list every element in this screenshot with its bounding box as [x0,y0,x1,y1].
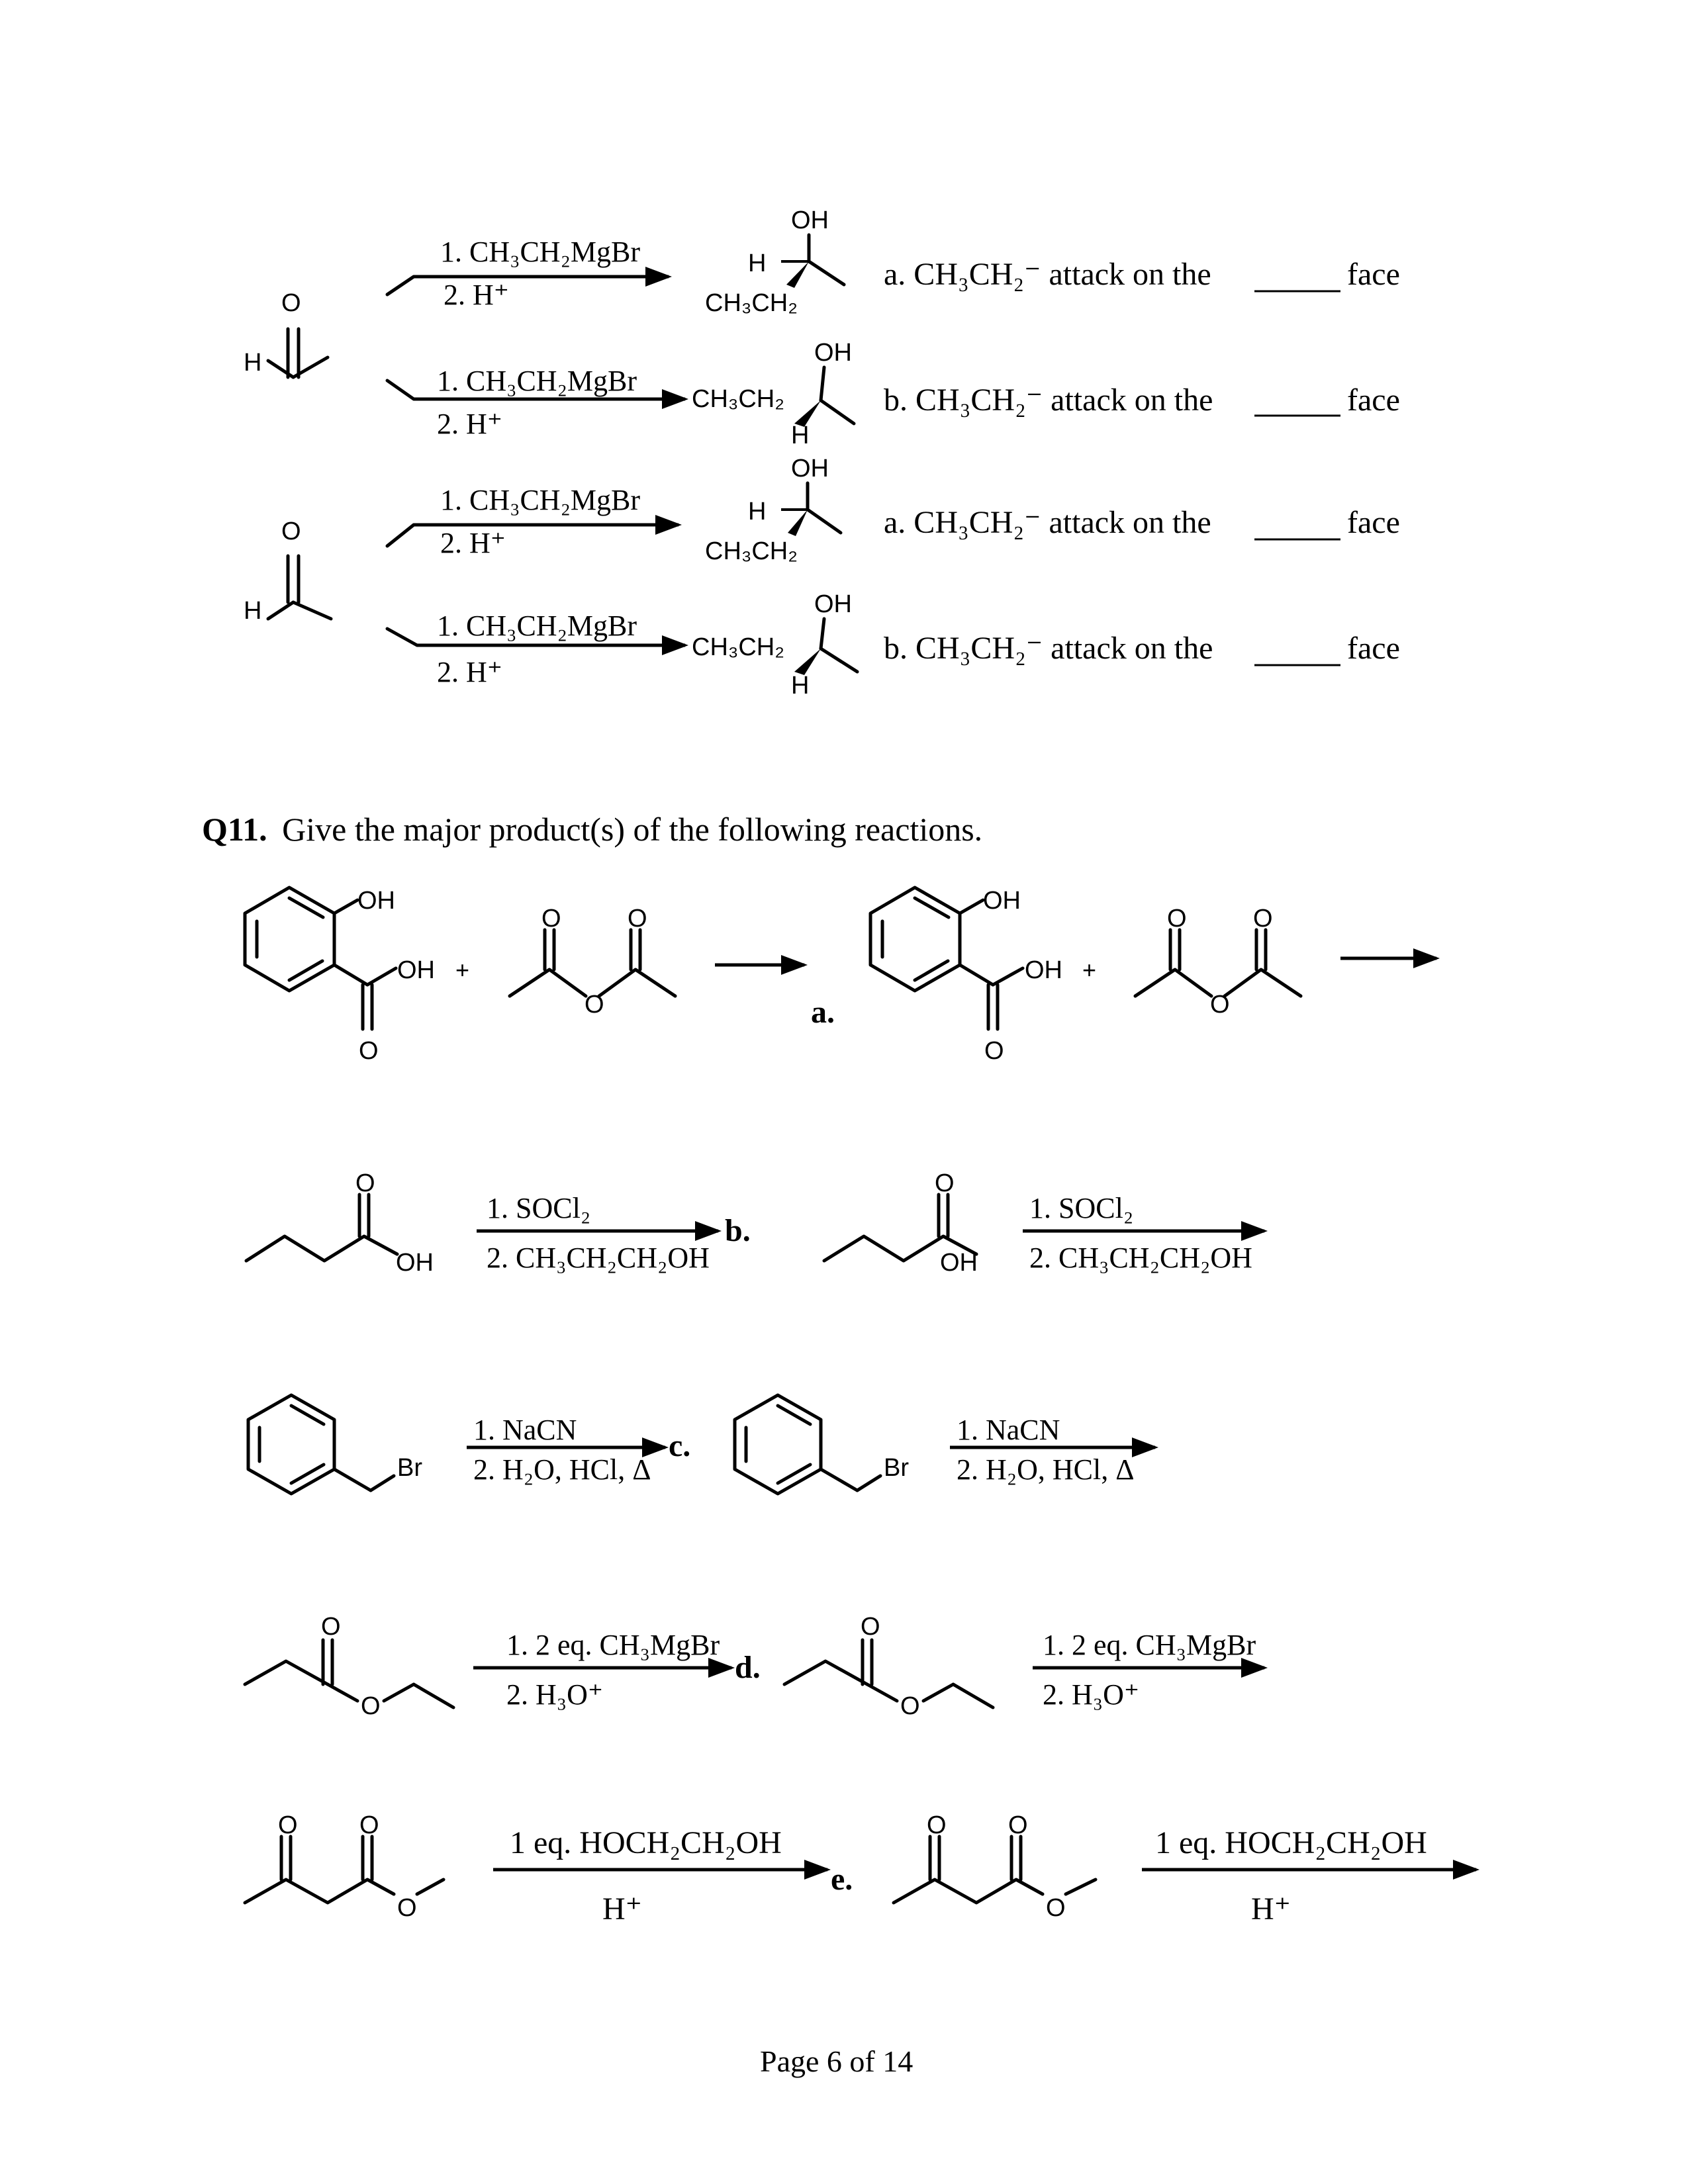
svg-text:CH₃CH₂: CH₃CH₂ [705,537,798,565]
row4-reagent1: 1. CH₃CH₂MgBr [437,610,637,642]
aldehyde-1-h: H [244,349,262,377]
svg-text:O: O [359,1037,379,1065]
butanoic-acid-2 [824,1169,978,1277]
row1-product [705,206,844,317]
label-c: c. [669,1428,691,1463]
svg-text:O: O [1046,1894,1066,1922]
svg-text:O: O [321,1613,341,1641]
label-d: d. [735,1650,761,1685]
b-reagent2-1: 2. CH₃CH₂CH₂OH [487,1242,710,1274]
aldehyde-2-h: H [244,597,262,625]
svg-text:OH: OH [791,206,829,234]
svg-text:O: O [359,1811,379,1839]
svg-text:OH: OH [983,887,1021,915]
aldehyde-1-o: O [281,289,301,317]
e-reagent1-2: 1 eq. HOCH₂CH₂OH [1155,1825,1427,1860]
svg-text:O: O [935,1169,955,1197]
row3-product [705,455,841,565]
aldehyde-1 [244,289,328,377]
e-reagent1-1: 1 eq. HOCH₂CH₂OH [510,1825,782,1860]
label-b: b. [725,1213,751,1248]
c-reagent1-2: 1. NaCN [957,1414,1060,1446]
svg-text:O: O [900,1692,920,1720]
b-reagent2-2: 2. CH₃CH₂CH₂OH [1029,1242,1252,1274]
row3-reagent1: 1. CH₃CH₂MgBr [440,484,641,516]
row2-product [692,339,854,449]
e-reagent2-2: H⁺ [1251,1891,1291,1927]
row4-face: face [1347,631,1400,666]
row2-reagent1: 1. CH₃CH₂MgBr [437,365,637,397]
c-reagent2-1: 2. H₂O, HCl, Δ [473,1453,651,1486]
svg-text:OH: OH [357,887,395,915]
b-reagent1-1: 1. SOCl₂ [487,1192,591,1224]
svg-text:H: H [748,250,767,277]
row3-face: face [1347,505,1400,540]
svg-text:O: O [1008,1811,1028,1839]
c-reagent2-2: 2. H₂O, HCl, Δ [957,1453,1135,1486]
svg-text:O: O [278,1811,298,1839]
row4-attack: b. CH₃CH₂⁻ attack on the [884,631,1213,666]
benzyl-bromide-2 [735,1395,909,1494]
svg-text:O: O [355,1169,375,1197]
svg-text:O: O [1253,905,1273,933]
d-reagent2-2: 2. H₃O⁺ [1043,1678,1140,1711]
svg-text:O: O [1210,991,1230,1019]
row4-reagent2: 2. H⁺ [437,656,502,688]
acetic-anhydride-1 [510,905,675,1019]
svg-text:CH₃CH₂: CH₃CH₂ [692,385,784,413]
svg-text:O: O [861,1613,880,1641]
svg-text:H: H [791,672,810,700]
svg-text:O: O [361,1692,381,1720]
salicylic-acid-1 [245,887,435,1065]
row2-attack: b. CH₃CH₂⁻ attack on the [884,383,1213,418]
d-reagent1-1: 1. 2 eq. CH₃MgBr [506,1629,720,1661]
row1-attack: a. CH₃CH₂⁻ attack on the [884,257,1211,292]
d-reagent1-2: 1. 2 eq. CH₃MgBr [1043,1629,1256,1661]
plus-a-2: + [1082,956,1097,983]
svg-text:CH₃CH₂: CH₃CH₂ [692,633,784,661]
svg-text:O: O [541,905,561,933]
acetic-anhydride-2 [1135,905,1301,1019]
svg-text:OH: OH [814,590,852,618]
svg-text:O: O [628,905,647,933]
svg-text:Br: Br [397,1454,422,1482]
row1-reagent2: 2. H⁺ [444,279,509,311]
svg-text:O: O [397,1894,417,1922]
svg-text:O: O [984,1037,1004,1065]
plus-a-1: + [455,956,470,983]
svg-text:OH: OH [397,956,435,984]
salicylic-acid-2 [870,887,1062,1065]
svg-text:O: O [585,991,604,1019]
row2-face: face [1347,383,1400,418]
row1-reagent1: 1. CH₃CH₂MgBr [440,236,641,268]
svg-text:OH: OH [791,455,829,482]
label-e: e. [831,1862,853,1897]
svg-text:H: H [748,498,767,525]
d-reagent2-1: 2. H₃O⁺ [506,1678,604,1711]
svg-text:Br: Br [884,1454,909,1482]
svg-text:OH: OH [396,1249,434,1277]
row3-reagent2: 2. H⁺ [440,527,506,559]
svg-text:O: O [1167,905,1187,933]
q11-heading: Q11. Give the major product(s) of the following reactions. [202,811,983,848]
ethyl-propanoate-1 [245,1613,453,1720]
row2-reagent2: 2. H⁺ [437,408,502,440]
row1-face: face [1347,257,1400,292]
svg-text:OH: OH [940,1249,978,1277]
svg-text:OH: OH [1025,956,1062,984]
row4-product [692,590,857,700]
benzyl-bromide-1 [248,1395,422,1494]
page-number: Page 6 of 14 [760,2044,914,2078]
svg-text:CH₃CH₂: CH₃CH₂ [705,289,798,317]
svg-text:O: O [927,1811,947,1839]
e-reagent2-1: H⁺ [602,1891,642,1927]
svg-text:OH: OH [814,339,852,367]
b-reagent1-2: 1. SOCl₂ [1029,1192,1134,1224]
row3-attack: a. CH₃CH₂⁻ attack on the [884,505,1211,540]
ethyl-propanoate-2 [784,1613,993,1720]
methyl-acetoacetate-1 [245,1811,444,1922]
aldehyde-2 [244,518,331,625]
methyl-acetoacetate-2 [894,1811,1096,1922]
aldehyde-2-o: O [281,518,301,545]
svg-text:H: H [791,422,810,449]
c-reagent1-1: 1. NaCN [473,1414,577,1446]
butanoic-acid-1 [246,1169,434,1277]
label-a: a. [811,995,835,1030]
